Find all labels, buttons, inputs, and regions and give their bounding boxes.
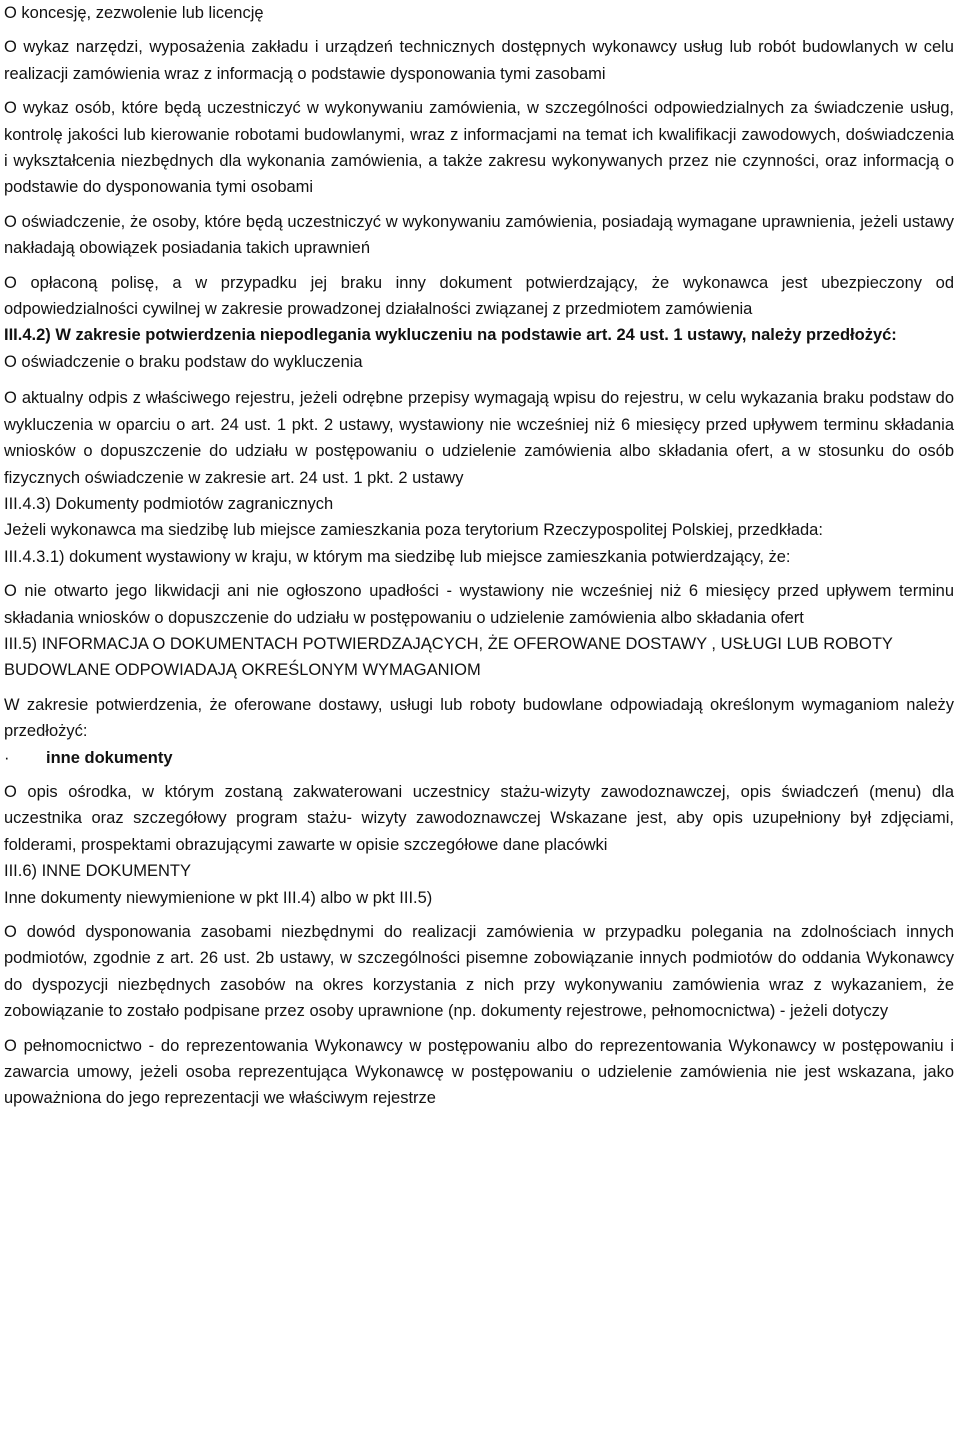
section-heading-iii-4-2-text: W zakresie potwierdzenia niepodlegania wykluczeniu na podstawie art. 24 ust. 1 ustawy, należy przedłożyć: <box>50 326 897 345</box>
section-iii-6-intro: Inne dokumenty niewymienione w pkt III.4) albo w pkt III.5) <box>4 888 433 907</box>
item-wykaz-narzedzi: O wykaz narzędzi, wyposażenia zakładu i urządzeń technicznych dostępnych wykonawcy usług lub robót budowlanych w celu realizacji zamówienia wraz z informacją o podstawie dysponowania tymi zasobami <box>4 38 954 83</box>
item-likwidacja: O nie otwarto jego likwidacji ani nie ogłoszono upadłości - wystawiony nie wcześniej niż 6 miesięcy przed upływem terminu składania wniosków o dopuszczenie do udziału w postępowaniu o udzielenie zamówienia albo składania ofert <box>4 582 954 627</box>
item-oswiadczenie-brak-podstaw: O oświadczenie o braku podstaw do wykluczenia <box>4 352 363 371</box>
section-heading-iii-4-3-1: III.4.3.1) dokument wystawiony w kraju, w którym ma siedzibę lub miejsce zamieszkania potwierdzający, że: <box>4 547 791 566</box>
item-pelnomocnictwo: O pełnomocnictwo - do reprezentowania Wykonawcy w postępowaniu albo do reprezentowania Wykonawcy w postępowaniu i zawarcia umowy, jeżeli osoba reprezentująca Wykonawcę w postępowaniu o udzielenie zamówienia nie jest wskazana, jako upoważniona do jego reprezentacji we właściwym rejestrze <box>4 1036 954 1108</box>
section-heading-iii-5: III.5) INFORMACJA O DOKUMENTACH POTWIERDZAJĄCYCH, ŻE OFEROWANE DOSTAWY , USŁUGI LUB ROBOTY BUDOWLANE ODPOWIADAJĄ OKREŚLONYM WYMAGANIOM <box>4 634 893 680</box>
section-heading-iii-4-3: III.4.3) Dokumenty podmiotów zagranicznych <box>4 494 334 513</box>
bullet-label: inne dokumenty <box>46 748 173 767</box>
item-oswiadczenie-uprawnienia: O oświadczenie, że osoby, które będą uczestniczyć w wykonywaniu zamówienia, posiadają wymagane uprawnienia, jeżeli ustawy nakładają obowiązek posiadania takich uprawnień <box>4 212 954 258</box>
item-wykaz-osob: O wykaz osób, które będą uczestniczyć w wykonywaniu zamówienia, w szczególności odpowiedzialnych za świadczenie usług, kontrolę jakości lub kierowanie robotami budowlanymi, wraz z informacjami na temat ich kwalifikacji zawodowych, doświadczenia i wykształcenia niezbędnych dla wykonania zamówienia, a także zakresu wykonywanych przez nie czynności, oraz informacją o podstawie do dysponowania tymi osobami <box>4 99 954 197</box>
bullet-inne-dokumenty <box>4 745 954 771</box>
item-polisa: O opłaconą polisę, a w przypadku jej braku inny dokument potwierdzający, że wykonawca jest ubezpieczony od odpowiedzialności cywilnej w zakresie prowadzonej działalności związanej z przedmiotem zamówienia <box>4 273 954 319</box>
bullet-dot-icon: · <box>4 748 10 767</box>
section-heading-iii-4-2-number: III.4.2) <box>4 326 51 345</box>
item-opis-osrodka: O opis ośrodka, w którym zostaną zakwaterowani uczestnicy stażu-wizyty zawodoznawczej, opis świadczeń (menu) dla uczestnika oraz szczegółowy program stażu- wizyty zawodoznawczej Wskazane jest, aby opis uzupełniony był zdjęciami, folderami, prospektami obrazującymi zawarte w opisie szczegółowe dane placówki <box>4 782 954 854</box>
foreign-entity-intro: Jeżeli wykonawca ma siedzibę lub miejsce zamieszkania poza terytorium Rzeczypospolitej Polskiej, przedkłada: <box>4 521 823 540</box>
section-heading-iii-4-2 <box>4 322 954 348</box>
item-koncesja: O koncesję, zezwolenie lub licencję <box>4 4 264 22</box>
item-dowod-dysponowania: O dowód dysponowania zasobami niezbędnymi do realizacji zamówienia w przypadku polegania na zdolnościach innych podmiotów, zgodnie z art. 26 ust. 2b ustawy, w szczególności pisemne zobowiązanie innych podmiotów do oddania Wykonawcy do dyspozycji niezbędnych zasobów na okres korzystania z nich przy wykonywaniu zamówienia wraz z wykazaniem, że zobowiązanie to zostało podpisane przez osoby uprawnione (np. dokumenty rejestrowe, pełnomocnictwa) - jeżeli dotyczy <box>4 923 954 1021</box>
item-odpis-rejestru: O aktualny odpis z właściwego rejestru, jeżeli odrębne przepisy wymagają wpisu do rejestru, w celu wykazania braku podstaw do wykluczenia w oparciu o art. 24 ust. 1 pkt. 2 ustawy, wystawiony nie wcześniej niż 6 miesięcy przed upływem terminu składania wniosków o dopuszczenie do udziału w postępowaniu o udzielenie zamówienia albo składania ofert, a w stosunku do osób fizycznych oświadczenie w zakresie art. 24 ust. 1 pkt. 2 ustawy <box>4 389 954 487</box>
section-heading-iii-6: III.6) INNE DOKUMENTY <box>4 862 192 881</box>
section-iii-5-intro: W zakresie potwierdzenia, że oferowane dostawy, usługi lub roboty budowlane odpowiadają określonym wymaganiom należy przedłożyć: <box>4 695 954 741</box>
